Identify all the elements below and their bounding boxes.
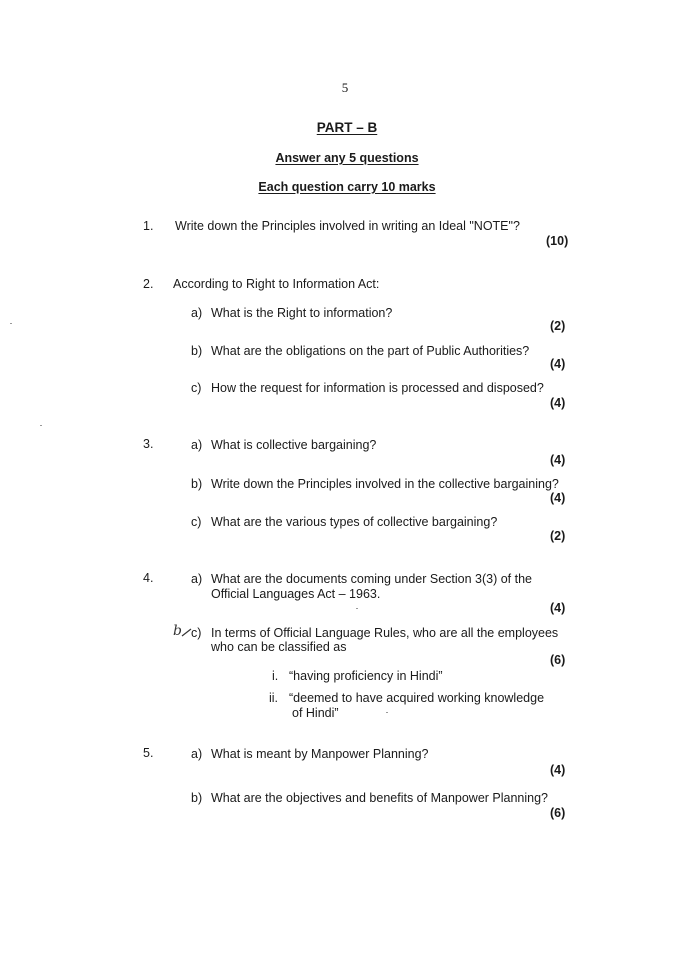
subitem-label: i. [272, 669, 279, 683]
instruction-heading: Answer any 5 questions [275, 151, 419, 165]
scan-speck [40, 425, 42, 426]
part-marks: (4) [550, 453, 566, 467]
part-label: b) [191, 791, 203, 805]
part-marks: (4) [550, 396, 566, 410]
part-label: c) [191, 626, 202, 640]
part-label: c) [191, 515, 202, 529]
marks-note-heading: Each question carry 10 marks [258, 180, 436, 194]
part-label: b) [191, 344, 203, 358]
part-marks: (4) [550, 601, 566, 615]
handwritten-correction: b [173, 623, 182, 639]
question-text: Write down the Principles involved in writing an Ideal "NOTE"? [175, 219, 520, 233]
part-text-line: What are the documents coming under Section 3(3) of the [211, 572, 533, 586]
page-number: 5 [341, 80, 349, 95]
scan-speck [386, 712, 388, 713]
part-text: What is collective bargaining? [211, 438, 377, 452]
part-text: What are the objectives and benefits of Manpower Planning? [211, 791, 549, 805]
part-label: a) [191, 572, 203, 586]
part-marks: (4) [550, 357, 566, 371]
part-marks: (2) [550, 529, 566, 543]
part-marks: (6) [550, 653, 566, 667]
part-text: What are the various types of collective bargaining? [211, 515, 498, 529]
question-number: 3. [143, 437, 154, 451]
part-label: b) [191, 477, 203, 491]
part-marks: (4) [550, 763, 566, 777]
part-heading: PART – B [316, 120, 378, 135]
question-number: 4. [143, 571, 154, 585]
question-text: According to Right to Information Act: [173, 277, 380, 291]
part-marks: (6) [550, 806, 566, 820]
part-label: a) [191, 747, 203, 761]
subitem-text: of Hindi” [292, 706, 339, 720]
part-text: What are the obligations on the part of Public Authorities? [211, 344, 530, 358]
part-text: What is the Right to information? [211, 306, 393, 320]
part-label: a) [191, 438, 203, 452]
part-text: Write down the Principles involved in the collective bargaining? [211, 477, 559, 491]
part-text: What is meant by Manpower Planning? [211, 747, 429, 761]
part-text-line: who can be classified as [211, 640, 347, 654]
question-number: 1. [143, 219, 154, 233]
question-number: 2. [143, 277, 154, 291]
part-marks: (2) [550, 319, 566, 333]
subitem-text: “having proficiency in Hindi” [289, 669, 443, 683]
part-label: a) [191, 306, 203, 320]
question-marks: (10) [546, 234, 569, 248]
scan-speck [10, 323, 12, 324]
part-marks: (4) [550, 491, 566, 505]
part-label: c) [191, 381, 202, 395]
part-text: How the request for information is processed and disposed? [211, 381, 544, 395]
part-text-line: Official Languages Act – 1963. [211, 587, 381, 601]
part-text-line: In terms of Official Language Rules, who are all the employees [211, 626, 559, 640]
subitem-label: ii. [269, 691, 279, 705]
scan-speck [356, 608, 358, 609]
question-number: 5. [143, 746, 154, 760]
subitem-text: “deemed to have acquired working knowledge [289, 691, 545, 705]
